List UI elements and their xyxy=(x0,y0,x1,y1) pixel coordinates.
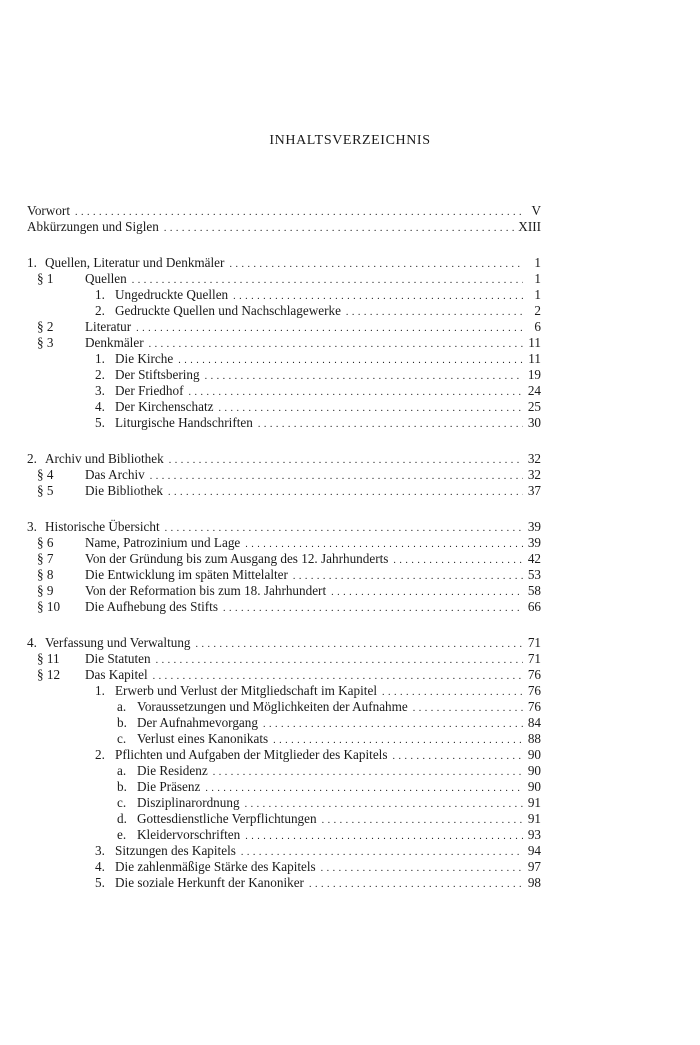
dot-leader xyxy=(263,717,523,733)
toc-entry-page: 30 xyxy=(527,415,541,430)
toc-entry-number: 1. xyxy=(95,287,105,302)
page-title: INHALTSVERZEICHNIS xyxy=(269,133,431,148)
toc-entry-title: Denkmäler xyxy=(85,335,144,350)
dot-leader xyxy=(213,765,523,781)
toc-entry[interactable] xyxy=(27,451,541,467)
toc-entry-number: 5. xyxy=(95,415,105,430)
toc-entry-title: Sitzungen des Kapitels xyxy=(115,843,236,858)
toc-entry-page: 39 xyxy=(527,535,541,550)
toc-entry-page: 71 xyxy=(527,635,541,650)
toc-entry[interactable] xyxy=(27,583,541,599)
dot-leader xyxy=(229,257,523,273)
toc-entry-title: Die soziale Herkunft der Kanoniker xyxy=(115,875,304,890)
toc-entry-number: § 11 xyxy=(37,651,60,666)
toc-entry-number: § 3 xyxy=(37,335,54,350)
toc-entry[interactable] xyxy=(27,483,541,499)
toc-entry-title: Disziplinarordnung xyxy=(137,795,240,810)
toc-entry-page: 11 xyxy=(528,351,541,366)
toc-entry[interactable] xyxy=(27,699,541,715)
toc-entry[interactable] xyxy=(27,287,541,303)
dot-leader xyxy=(188,385,523,401)
toc-entry-page: 1 xyxy=(534,287,541,302)
toc-entry-number: 1. xyxy=(27,255,37,270)
toc-entry[interactable] xyxy=(27,843,541,859)
toc-entry-page: 76 xyxy=(527,667,541,682)
toc-entry-page: 90 xyxy=(527,763,541,778)
toc-entry-number: 2. xyxy=(27,451,37,466)
toc-entry[interactable] xyxy=(27,635,541,651)
section-gap xyxy=(27,235,541,255)
dot-leader xyxy=(196,637,523,653)
toc-entry[interactable] xyxy=(27,367,541,383)
toc-entry-page: XIII xyxy=(518,219,541,234)
toc-entry-number: § 10 xyxy=(37,599,61,614)
toc-entry-page: 53 xyxy=(527,567,541,582)
section-gap xyxy=(27,499,541,519)
toc-entry-page: 88 xyxy=(527,731,541,746)
toc-entry-title: Quellen xyxy=(85,271,127,286)
toc-entry-title: Ungedruckte Quellen xyxy=(115,287,229,302)
toc-entry-page: 24 xyxy=(527,383,541,398)
toc-entry-page: 90 xyxy=(527,747,541,762)
toc-entry[interactable] xyxy=(27,255,541,271)
toc-entry-page: 91 xyxy=(527,795,541,810)
toc-entry[interactable] xyxy=(27,415,541,431)
toc-entry-title: Quellen, Literatur und Denkmäler xyxy=(45,255,225,270)
toc-entry-title: Pflichten und Aufgaben der Mitglieder des Kapitels xyxy=(115,747,388,762)
toc-entry[interactable] xyxy=(27,667,541,683)
toc-entry[interactable] xyxy=(27,551,541,567)
toc-entry-page: 90 xyxy=(527,779,541,794)
toc-entry-number: c. xyxy=(117,731,127,746)
dot-leader xyxy=(393,553,523,569)
toc-entry[interactable] xyxy=(27,335,541,351)
toc-entry-number: 2. xyxy=(95,303,105,318)
toc-entry-page: 98 xyxy=(527,875,541,890)
toc-entry-page: 84 xyxy=(527,715,541,730)
toc-entry-number: 4. xyxy=(95,399,105,414)
dot-leader xyxy=(150,469,523,485)
toc-entry-title: Gottesdienstliche Verpflichtungen xyxy=(137,811,317,826)
toc-entry-number: § 4 xyxy=(37,467,54,482)
toc-entry-page: V xyxy=(531,203,541,218)
dot-leader xyxy=(309,877,523,893)
toc-entry-page: 93 xyxy=(527,827,541,842)
dot-leader xyxy=(258,417,523,433)
toc-entry-title: Kleidervorschriften xyxy=(137,827,241,842)
toc-entry-title: Die Residenz xyxy=(137,763,208,778)
toc-entry-title: Archiv und Bibliothek xyxy=(45,451,164,466)
toc-entry-title: Voraussetzungen und Möglichkeiten der Aufnahme xyxy=(137,699,408,714)
toc-entry[interactable] xyxy=(27,467,541,483)
dot-leader xyxy=(178,353,523,369)
toc-entry-title: Die Kirche xyxy=(115,351,174,366)
toc-entry-number: § 1 xyxy=(37,271,54,286)
toc-entry-number: a. xyxy=(117,763,127,778)
toc-entry-title: Von der Gründung bis zum Ausgang des 12. Jahrhunderts xyxy=(85,551,389,566)
toc-entry-page: 1 xyxy=(534,255,541,270)
toc-entry-number: 3. xyxy=(27,519,37,534)
toc-entry-title: Der Friedhof xyxy=(115,383,184,398)
dot-leader xyxy=(413,701,523,717)
toc-entry-number: 1. xyxy=(95,351,105,366)
toc-entry[interactable] xyxy=(27,875,541,891)
toc-entry-number: 4. xyxy=(27,635,37,650)
toc-entry-title: Liturgische Handschriften xyxy=(115,415,253,430)
dot-leader xyxy=(346,305,523,321)
dot-leader xyxy=(168,485,523,501)
toc-entry-title: Historische Übersicht xyxy=(45,519,160,534)
toc-entry-page: 37 xyxy=(527,483,541,498)
toc-entry-title: Die Präsenz xyxy=(137,779,201,794)
toc-entry-number: § 2 xyxy=(37,319,54,334)
toc-entry-page: 39 xyxy=(527,519,541,534)
toc-entry-title: Der Aufnahmevorgang xyxy=(137,715,258,730)
toc-entry-title: Die zahlenmäßige Stärke des Kapitels xyxy=(115,859,316,874)
toc-entry-number: 5. xyxy=(95,875,105,890)
dot-leader xyxy=(205,369,523,385)
toc-entry-page: 76 xyxy=(527,683,541,698)
dot-leader xyxy=(322,813,523,829)
toc-entry[interactable] xyxy=(27,535,541,551)
dot-leader xyxy=(164,221,514,237)
toc-entry-number: 2. xyxy=(95,367,105,382)
section-gap xyxy=(27,431,541,451)
toc-entry-number: § 6 xyxy=(37,535,54,550)
toc-entry[interactable] xyxy=(27,599,541,615)
toc-entry-number: 3. xyxy=(95,843,105,858)
toc-entry-title: Verlust eines Kanonikats xyxy=(137,731,269,746)
toc-entry[interactable] xyxy=(27,859,541,875)
toc-entry-page: 58 xyxy=(527,583,541,598)
toc-entry-title: Der Stiftsbering xyxy=(115,367,200,382)
toc-entry-number: b. xyxy=(117,715,127,730)
toc-entry[interactable] xyxy=(27,399,541,415)
toc-entry[interactable] xyxy=(27,827,541,843)
toc-entry-page: 6 xyxy=(534,319,541,334)
toc-entry-number: e. xyxy=(117,827,127,842)
toc-entry-title: Die Aufhebung des Stifts xyxy=(85,599,218,614)
dot-leader xyxy=(205,781,523,797)
toc-entry[interactable] xyxy=(27,747,541,763)
toc-entry[interactable] xyxy=(27,203,541,219)
dot-leader xyxy=(245,829,523,845)
toc-entry[interactable] xyxy=(27,811,541,827)
toc-entry-title: Die Entwicklung im späten Mittelalter xyxy=(85,567,288,582)
toc-entry[interactable] xyxy=(27,795,541,811)
toc-entry[interactable] xyxy=(27,319,541,335)
toc-entry-page: 25 xyxy=(527,399,541,414)
dot-leader xyxy=(169,453,523,469)
toc-entry[interactable] xyxy=(27,683,541,699)
dot-leader xyxy=(321,861,523,877)
toc-entry-number: c. xyxy=(117,795,127,810)
toc-entry-title: Vorwort xyxy=(27,203,70,218)
toc-entry-number: 2. xyxy=(95,747,105,762)
toc-entry-title: Literatur xyxy=(85,319,132,334)
toc-entry-page: 2 xyxy=(534,303,541,318)
toc-entry-number: § 8 xyxy=(37,567,54,582)
toc-entry-title: Abkürzungen und Siglen xyxy=(27,219,159,234)
toc-entry[interactable] xyxy=(27,763,541,779)
toc-entry-number: § 5 xyxy=(37,483,54,498)
toc-entry[interactable] xyxy=(27,731,541,747)
dot-leader xyxy=(149,337,523,353)
toc-entry-page: 42 xyxy=(527,551,541,566)
toc-entry-number: 1. xyxy=(95,683,105,698)
dot-leader xyxy=(392,749,523,765)
dot-leader xyxy=(223,601,523,617)
toc-entry[interactable] xyxy=(27,715,541,731)
toc-entry-page: 66 xyxy=(527,599,541,614)
toc-entry-title: Gedruckte Quellen und Nachschlagewerke xyxy=(115,303,341,318)
table-of-contents xyxy=(27,203,541,891)
toc-entry[interactable] xyxy=(27,303,541,319)
toc-entry-title: Das Archiv xyxy=(85,467,145,482)
toc-entry-page: 91 xyxy=(527,811,541,826)
toc-entry[interactable] xyxy=(27,271,541,287)
toc-entry-page: 32 xyxy=(527,467,541,482)
toc-entry[interactable] xyxy=(27,383,541,399)
toc-entry[interactable] xyxy=(27,519,541,535)
dot-leader xyxy=(293,569,523,585)
toc-entry-page: 11 xyxy=(528,335,541,350)
toc-entry-title: Das Kapitel xyxy=(85,667,148,682)
toc-entry-page: 1 xyxy=(534,271,541,286)
toc-entry-page: 97 xyxy=(527,859,541,874)
toc-entry-title: Der Kirchenschatz xyxy=(115,399,214,414)
toc-entry[interactable] xyxy=(27,219,541,235)
toc-entry-number: § 7 xyxy=(37,551,54,566)
dot-leader xyxy=(136,321,523,337)
toc-entry-number: 3. xyxy=(95,383,105,398)
toc-entry-title: Name, Patrozinium und Lage xyxy=(85,535,241,550)
toc-entry[interactable] xyxy=(27,567,541,583)
toc-entry[interactable] xyxy=(27,351,541,367)
toc-entry-title: Verfassung und Verwaltung xyxy=(45,635,191,650)
toc-entry-title: Erwerb und Verlust der Mitgliedschaft im Kapitel xyxy=(115,683,377,698)
toc-entry-title: Die Bibliothek xyxy=(85,483,164,498)
toc-entry[interactable] xyxy=(27,651,541,667)
dot-leader xyxy=(156,653,523,669)
toc-entry-number: d. xyxy=(117,811,127,826)
dot-leader xyxy=(331,585,523,601)
toc-entry-number: 4. xyxy=(95,859,105,874)
toc-entry-page: 19 xyxy=(527,367,541,382)
toc-entry-page: 76 xyxy=(527,699,541,714)
toc-entry-number: b. xyxy=(117,779,127,794)
toc-entry-number: § 9 xyxy=(37,583,54,598)
toc-entry-title: Von der Reformation bis zum 18. Jahrhundert xyxy=(85,583,327,598)
toc-entry[interactable] xyxy=(27,779,541,795)
dot-leader xyxy=(219,401,524,417)
toc-entry-page: 94 xyxy=(527,843,541,858)
toc-entry-title: Die Statuten xyxy=(85,651,151,666)
toc-entry-page: 71 xyxy=(527,651,541,666)
toc-entry-page: 32 xyxy=(527,451,541,466)
toc-entry-number: a. xyxy=(117,699,127,714)
section-gap xyxy=(27,615,541,635)
toc-entry-number: § 12 xyxy=(37,667,61,682)
